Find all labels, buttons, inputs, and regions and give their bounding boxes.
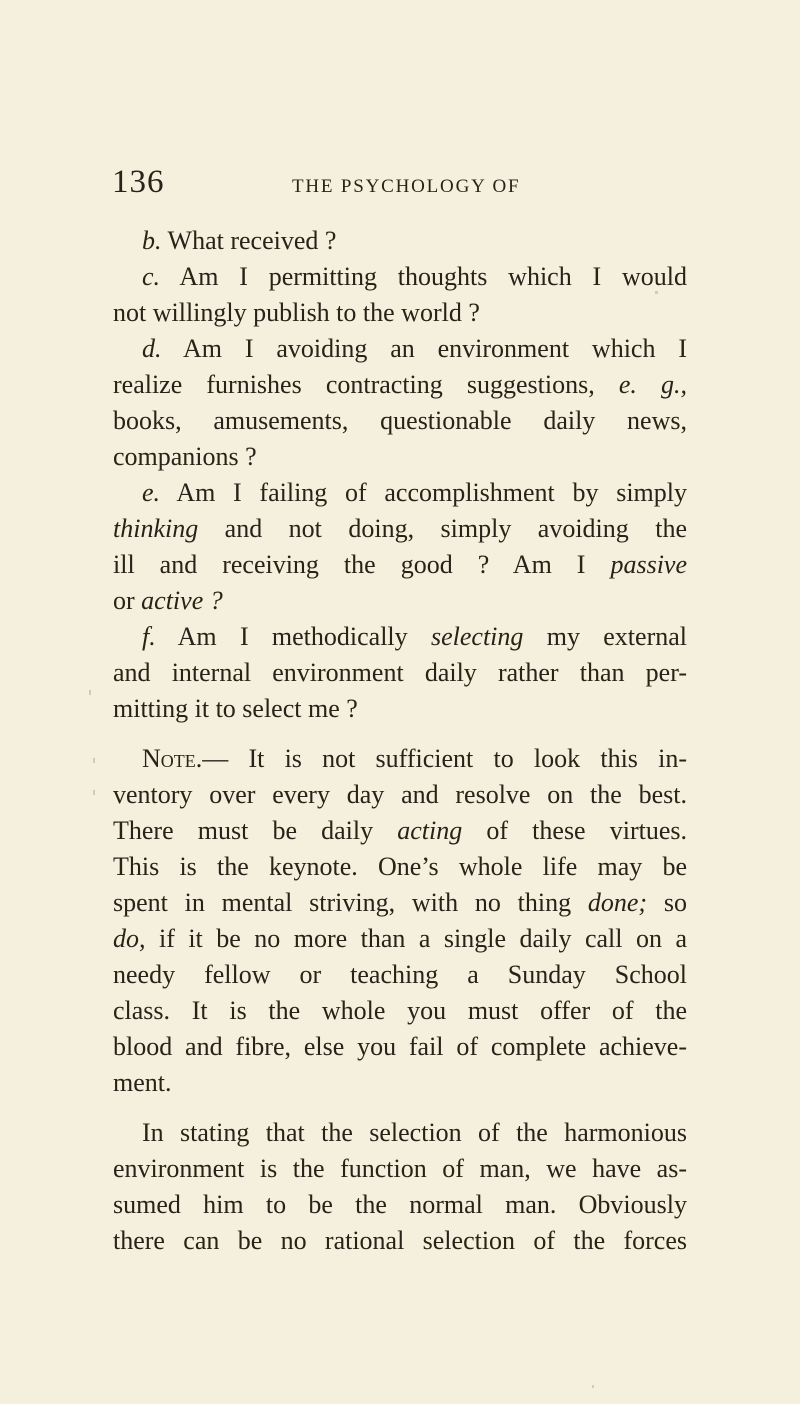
item-f-text-1b: my external bbox=[523, 622, 687, 651]
note-line-1 bbox=[113, 741, 687, 777]
item-e-text-1: Am I failing of accomplishment by simply bbox=[160, 478, 687, 507]
item-b-line bbox=[113, 223, 687, 259]
running-head bbox=[112, 164, 692, 204]
item-d-eg: e. g., bbox=[618, 370, 687, 399]
item-e-line-2 bbox=[113, 511, 687, 547]
item-d-line-3: books, amusements, questionable daily news, bbox=[113, 406, 687, 435]
page-number: 136 bbox=[112, 164, 165, 200]
paper-speck bbox=[655, 291, 658, 294]
item-f-marker: f. bbox=[142, 622, 156, 651]
note-line-3 bbox=[113, 813, 687, 849]
note-line-6 bbox=[113, 921, 687, 957]
final-line-2: environment is the function of man, we have as- bbox=[113, 1154, 687, 1183]
item-f-selecting: selecting bbox=[430, 622, 524, 651]
note-do: do, bbox=[113, 924, 146, 953]
body-text bbox=[113, 223, 687, 1259]
note-line-8: class. It is the whole you must offer of the bbox=[113, 996, 687, 1025]
note-line-4: This is the keynote. One’s whole life may be bbox=[113, 852, 687, 881]
paper-speck bbox=[592, 1385, 594, 1388]
item-d-marker: d. bbox=[142, 334, 162, 363]
item-e-passive: passive bbox=[610, 550, 687, 579]
note-label: Note. bbox=[142, 744, 203, 773]
item-f-line-3: mitting it to select me ? bbox=[113, 694, 358, 723]
note-line-9: blood and fibre, else you fail of complete achieve- bbox=[113, 1032, 687, 1061]
note-line-10: ment. bbox=[113, 1068, 172, 1097]
item-e-active: active ? bbox=[141, 586, 223, 615]
item-e-line-3 bbox=[113, 547, 687, 583]
note-text-1: — It is not sufficient to look this in- bbox=[202, 744, 687, 773]
item-f-text-1a: Am I methodically bbox=[155, 622, 431, 651]
paper-speck bbox=[93, 758, 95, 763]
paper-speck bbox=[89, 690, 91, 695]
item-d-text-1: Am I avoiding an environment which I bbox=[161, 334, 687, 363]
note-text-3b: of these virtues. bbox=[462, 816, 687, 845]
item-d-line-2 bbox=[113, 367, 687, 403]
note-text-5a: spent in mental striving, with no thing bbox=[113, 888, 588, 917]
note-line-2: ventory over every day and resolve on the best. bbox=[113, 780, 687, 809]
item-c-line-1 bbox=[113, 259, 687, 295]
item-b-text: What received ? bbox=[161, 226, 337, 255]
note-text-5b: so bbox=[647, 888, 687, 917]
note-text-3a: There must be daily bbox=[113, 816, 398, 845]
running-title: THE PSYCHOLOGY OF bbox=[292, 176, 521, 197]
item-c-line-2: not willingly publish to the world ? bbox=[113, 298, 480, 327]
final-line-1: In stating that the selection of the harmonious bbox=[142, 1118, 687, 1147]
item-d-line-1 bbox=[113, 331, 687, 367]
note-done: done; bbox=[587, 888, 648, 917]
note-acting: acting bbox=[397, 816, 463, 845]
item-e-text-4: or bbox=[113, 586, 142, 615]
item-c-text-1: Am I permitting thoughts which I would bbox=[160, 262, 687, 291]
item-f-line-1 bbox=[113, 619, 687, 655]
item-e-text-2: and not doing, simply avoiding the bbox=[198, 514, 687, 543]
final-line-3: sumed him to be the normal man. Obviously bbox=[113, 1190, 687, 1219]
final-line-4: there can be no rational selection of the forces bbox=[113, 1226, 687, 1255]
item-b-marker: b. bbox=[142, 226, 162, 255]
item-c-marker: c. bbox=[142, 262, 161, 291]
item-d-line-4: companions ? bbox=[113, 442, 257, 471]
item-d-text-2: realize furnishes contracting suggestions, bbox=[113, 370, 619, 399]
paper-speck bbox=[93, 790, 95, 795]
item-f-line-2: and internal environment daily rather than per- bbox=[113, 658, 687, 687]
note-text-6: if it be no more than a single daily call on a bbox=[145, 924, 687, 953]
item-e-marker: e. bbox=[142, 478, 161, 507]
item-e-text-3: ill and receiving the good ? Am I bbox=[113, 550, 611, 579]
item-e-line-4 bbox=[113, 583, 687, 619]
note-line-7: needy fellow or teaching a Sunday School bbox=[113, 960, 687, 989]
item-e-thinking: thinking bbox=[113, 514, 199, 543]
item-e-line-1 bbox=[113, 475, 687, 511]
note-line-5 bbox=[113, 885, 687, 921]
